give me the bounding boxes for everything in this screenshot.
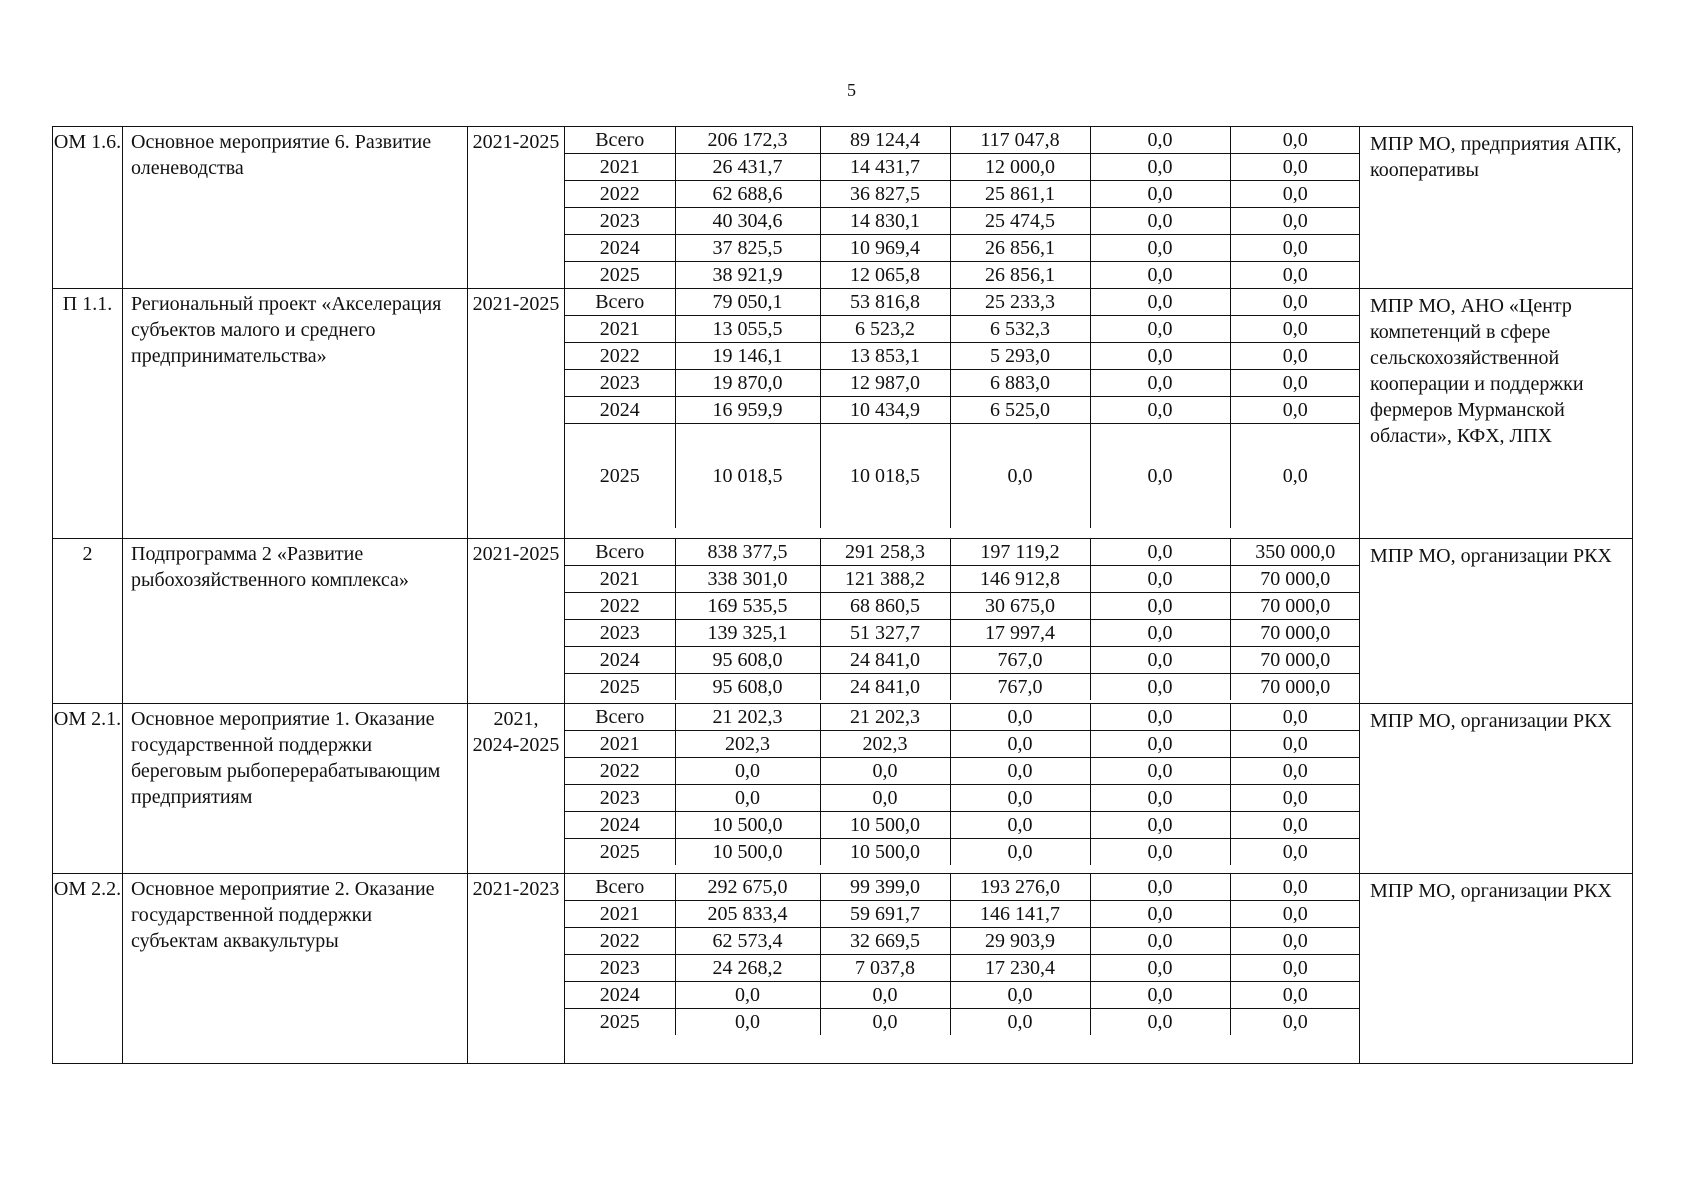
- year-label: Всего: [565, 127, 675, 154]
- amount-v2: 14 431,7: [820, 154, 950, 181]
- amount-v2: 12 987,0: [820, 370, 950, 397]
- year-row: [565, 316, 1360, 343]
- amount-v3: 767,0: [950, 647, 1090, 674]
- amount-v4: 0,0: [1090, 1009, 1230, 1036]
- amount-v2: 0,0: [820, 982, 950, 1009]
- amount-v5: 0,0: [1230, 928, 1360, 955]
- year-row: [565, 785, 1360, 812]
- year-label: 2025: [565, 424, 675, 529]
- amount-v1: 292 675,0: [675, 874, 820, 901]
- year-label: 2024: [565, 397, 675, 424]
- funding-breakdown: [565, 289, 1360, 528]
- amount-v3: 117 047,8: [950, 127, 1090, 154]
- amount-v1: 206 172,3: [675, 127, 820, 154]
- amount-v4: 0,0: [1090, 874, 1230, 901]
- amount-v4: 0,0: [1090, 539, 1230, 566]
- year-row: [565, 397, 1360, 424]
- row-name: Основное мероприятие 1. Оказание государственной поддержки береговым рыбоперерабатывающим предприятиям: [123, 704, 468, 874]
- amount-v2: 36 827,5: [820, 181, 950, 208]
- row-code: ОМ 2.1.: [53, 704, 123, 874]
- funding-breakdown: [565, 704, 1360, 865]
- year-row: [565, 566, 1360, 593]
- row-code: 2: [53, 539, 123, 704]
- year-label: 2021: [565, 731, 675, 758]
- amount-v3: 25 474,5: [950, 208, 1090, 235]
- amount-v3: 0,0: [950, 839, 1090, 866]
- year-row: [565, 901, 1360, 928]
- amount-v2: 59 691,7: [820, 901, 950, 928]
- amount-v3: 0,0: [950, 1009, 1090, 1036]
- amount-v4: 0,0: [1090, 593, 1230, 620]
- year-row: [565, 127, 1360, 154]
- year-label: 2023: [565, 955, 675, 982]
- funding-cell: [565, 539, 1360, 704]
- year-row: [565, 262, 1360, 289]
- amount-v2: 14 830,1: [820, 208, 950, 235]
- year-label: 2022: [565, 928, 675, 955]
- amount-v5: 0,0: [1282, 1011, 1308, 1033]
- year-row: [565, 1009, 1360, 1036]
- amount-v4: 0,0: [1090, 397, 1230, 424]
- amount-v3: 0,0: [950, 758, 1090, 785]
- amount-v3: 26 856,1: [950, 235, 1090, 262]
- row-code: ОМ 1.6.: [53, 127, 123, 289]
- amount-v4: 0,0: [1090, 370, 1230, 397]
- amount-v4: 0,0: [1090, 424, 1230, 529]
- amount-v5: 0,0: [1230, 208, 1360, 235]
- amount-v1: 205 833,4: [675, 901, 820, 928]
- row-executor: МПР МО, организации РКХ: [1360, 874, 1633, 1064]
- amount-v2: 24 841,0: [820, 674, 950, 701]
- amount-v2: 32 669,5: [820, 928, 950, 955]
- amount-v1: 0,0: [675, 758, 820, 785]
- amount-v3: 12 000,0: [950, 154, 1090, 181]
- amount-v2: 13 853,1: [820, 343, 950, 370]
- year-label: 2023: [565, 208, 675, 235]
- amount-v4: 0,0: [1090, 812, 1230, 839]
- year-row: [565, 982, 1360, 1009]
- amount-v1: 19 870,0: [675, 370, 820, 397]
- amount-v4: 0,0: [1090, 928, 1230, 955]
- page-number: 5: [847, 80, 856, 100]
- amount-v3: 0,0: [950, 785, 1090, 812]
- year-row: [565, 955, 1360, 982]
- amount-v2: 202,3: [820, 731, 950, 758]
- amount-v1: 10 500,0: [675, 839, 820, 866]
- year-label: 2024: [565, 647, 675, 674]
- amount-v1: 13 055,5: [675, 316, 820, 343]
- amount-v4: 0,0: [1090, 674, 1230, 701]
- amount-v5: 0,0: [1230, 127, 1360, 154]
- amount-v5: 0,0: [1230, 370, 1360, 397]
- row-name: Основное мероприятие 6. Развитие оленеводства: [123, 127, 468, 289]
- amount-v5: 70 000,0: [1230, 647, 1360, 674]
- year-row: [565, 235, 1360, 262]
- year-label: Всего: [565, 704, 675, 731]
- amount-v3: 6 525,0: [950, 397, 1090, 424]
- amount-v1: 79 050,1: [675, 289, 820, 316]
- amount-v2: 291 258,3: [820, 539, 950, 566]
- amount-v5: 0,0: [1230, 955, 1360, 982]
- table-row: [53, 127, 1633, 289]
- amount-v2: 10 434,9: [820, 397, 950, 424]
- amount-v1: 338 301,0: [675, 566, 820, 593]
- amount-v3: 25 233,3: [950, 289, 1090, 316]
- amount-v3: 767,0: [950, 674, 1090, 701]
- amount-v3: 30 675,0: [950, 593, 1090, 620]
- amount-v1: 10 500,0: [675, 812, 820, 839]
- amount-v4: 0,0: [1090, 955, 1230, 982]
- amount-v5: 0,0: [1282, 841, 1308, 863]
- year-label: 2023: [565, 785, 675, 812]
- funding-breakdown: [565, 874, 1360, 1035]
- amount-v5: 0,0: [1230, 704, 1360, 731]
- amount-v2: 0,0: [820, 1009, 950, 1036]
- year-row: [565, 874, 1360, 901]
- amount-v3: 197 119,2: [950, 539, 1090, 566]
- amount-v5: 70 000,0: [1230, 566, 1360, 593]
- amount-v5: 70 000,0: [1230, 620, 1360, 647]
- funding-cell: [565, 704, 1360, 874]
- amount-v5: 350 000,0: [1230, 539, 1360, 566]
- amount-v2: 10 500,0: [820, 812, 950, 839]
- year-label: Всего: [565, 289, 675, 316]
- amount-v2: 10 969,4: [820, 235, 950, 262]
- year-label: 2025: [565, 839, 675, 866]
- amount-v1: 95 608,0: [675, 674, 820, 701]
- funding-cell: [565, 289, 1360, 539]
- year-label: 2021: [565, 154, 675, 181]
- row-period: 2021-2025: [468, 289, 565, 539]
- row-executor: МПР МО, организации РКХ: [1360, 704, 1633, 874]
- table-row: [53, 704, 1633, 874]
- amount-v3: 0,0: [950, 731, 1090, 758]
- amount-v3: 0,0: [950, 424, 1090, 529]
- amount-v1: 0,0: [675, 982, 820, 1009]
- amount-v4: 0,0: [1090, 127, 1230, 154]
- amount-v5: 0,0: [1230, 901, 1360, 928]
- year-label: Всего: [565, 874, 675, 901]
- amount-v1: 169 535,5: [675, 593, 820, 620]
- amount-v2: 7 037,8: [820, 955, 950, 982]
- year-row: [565, 647, 1360, 674]
- year-label: 2022: [565, 181, 675, 208]
- year-label: 2022: [565, 758, 675, 785]
- amount-v3: 17 230,4: [950, 955, 1090, 982]
- amount-v1: 40 304,6: [675, 208, 820, 235]
- amount-v5: 70 000,0: [1260, 676, 1331, 698]
- year-row: [565, 343, 1360, 370]
- amount-v5: 0,0: [1230, 154, 1360, 181]
- budget-table: [52, 126, 1633, 1064]
- year-row: [565, 181, 1360, 208]
- amount-v4: 0,0: [1090, 647, 1230, 674]
- amount-v1: 38 921,9: [675, 262, 820, 289]
- year-label: 2024: [565, 812, 675, 839]
- amount-v2: 0,0: [820, 785, 950, 812]
- amount-v4: 0,0: [1090, 566, 1230, 593]
- amount-v4: 0,0: [1090, 316, 1230, 343]
- amount-v3: 0,0: [950, 982, 1090, 1009]
- amount-v4: 0,0: [1090, 343, 1230, 370]
- year-label: 2025: [565, 674, 675, 701]
- amount-v5: 0,0: [1230, 181, 1360, 208]
- table-row: [53, 289, 1633, 539]
- row-code: ОМ 2.2.: [53, 874, 123, 1064]
- amount-v1: 139 325,1: [675, 620, 820, 647]
- amount-v5: 0,0: [1230, 785, 1360, 812]
- funding-cell: [565, 127, 1360, 289]
- amount-v3: 26 856,1: [950, 262, 1090, 289]
- table-row: [53, 874, 1633, 1064]
- amount-v1: 26 431,7: [675, 154, 820, 181]
- row-executor: МПР МО, организации РКХ: [1360, 539, 1633, 704]
- amount-v2: 10 500,0: [820, 839, 950, 866]
- amount-v2: 0,0: [820, 758, 950, 785]
- year-row: [565, 289, 1360, 316]
- amount-v3: 0,0: [950, 704, 1090, 731]
- year-label: 2024: [565, 982, 675, 1009]
- amount-v1: 0,0: [675, 785, 820, 812]
- amount-v4: 0,0: [1090, 620, 1230, 647]
- amount-v1: 24 268,2: [675, 955, 820, 982]
- amount-v4: 0,0: [1090, 785, 1230, 812]
- row-name: Региональный проект «Акселерация субъектов малого и среднего предпринимательства»: [123, 289, 468, 539]
- row-period: 2021-2025: [468, 127, 565, 289]
- amount-v5: 0,0: [1282, 465, 1308, 487]
- amount-v4: 0,0: [1090, 154, 1230, 181]
- amount-v3: 146 141,7: [950, 901, 1090, 928]
- year-label: 2021: [565, 901, 675, 928]
- amount-v5: 0,0: [1230, 874, 1360, 901]
- amount-v3: 6 532,3: [950, 316, 1090, 343]
- year-label: 2024: [565, 235, 675, 262]
- year-label: 2023: [565, 620, 675, 647]
- amount-v2: 68 860,5: [820, 593, 950, 620]
- funding-breakdown: [565, 127, 1360, 288]
- amount-v5: 0,0: [1230, 235, 1360, 262]
- year-row: [565, 839, 1360, 866]
- amount-v5: 0,0: [1230, 812, 1360, 839]
- amount-v2: 51 327,7: [820, 620, 950, 647]
- amount-v5: 0,0: [1282, 264, 1308, 286]
- amount-v1: 62 688,6: [675, 181, 820, 208]
- year-row: [565, 593, 1360, 620]
- amount-v1: 19 146,1: [675, 343, 820, 370]
- amount-v1: 95 608,0: [675, 647, 820, 674]
- amount-v4: 0,0: [1090, 208, 1230, 235]
- year-row: [565, 620, 1360, 647]
- amount-v5: 0,0: [1230, 316, 1360, 343]
- row-period: 2021, 2024-2025: [468, 704, 565, 874]
- amount-v5: 0,0: [1230, 343, 1360, 370]
- year-row: [565, 208, 1360, 235]
- amount-v4: 0,0: [1090, 758, 1230, 785]
- row-executor: МПР МО, АНО «Центр компетенций в сфере сельскохозяйственной кооперации и поддержки фермеров Мурманской области», КФХ, ЛПХ: [1360, 289, 1633, 539]
- amount-v2: 10 018,5: [820, 424, 950, 529]
- amount-v5: 0,0: [1230, 758, 1360, 785]
- amount-v5: 0,0: [1230, 289, 1360, 316]
- amount-v1: 62 573,4: [675, 928, 820, 955]
- amount-v2: 6 523,2: [820, 316, 950, 343]
- amount-v4: 0,0: [1090, 181, 1230, 208]
- amount-v2: 53 816,8: [820, 289, 950, 316]
- amount-v5: 0,0: [1230, 982, 1360, 1009]
- year-row: [565, 539, 1360, 566]
- year-row: [565, 812, 1360, 839]
- amount-v1: 37 825,5: [675, 235, 820, 262]
- amount-v1: 10 018,5: [675, 424, 820, 529]
- amount-v3: 5 293,0: [950, 343, 1090, 370]
- amount-v1: 21 202,3: [675, 704, 820, 731]
- year-row: [565, 704, 1360, 731]
- row-executor: МПР МО, предприятия АПК, кооперативы: [1360, 127, 1633, 289]
- amount-v3: 29 903,9: [950, 928, 1090, 955]
- year-label: 2025: [565, 262, 675, 289]
- year-label: 2025: [565, 1009, 675, 1036]
- row-name: Подпрограмма 2 «Развитие рыбохозяйственного комплекса»: [123, 539, 468, 704]
- amount-v1: 16 959,9: [675, 397, 820, 424]
- amount-v3: 193 276,0: [950, 874, 1090, 901]
- row-code: П 1.1.: [53, 289, 123, 539]
- amount-v4: 0,0: [1090, 289, 1230, 316]
- funding-cell: [565, 874, 1360, 1064]
- amount-v3: 146 912,8: [950, 566, 1090, 593]
- amount-v4: 0,0: [1090, 262, 1230, 289]
- year-label: 2022: [565, 343, 675, 370]
- amount-v5: 70 000,0: [1230, 593, 1360, 620]
- year-label: 2021: [565, 316, 675, 343]
- year-row: [565, 928, 1360, 955]
- amount-v2: 89 124,4: [820, 127, 950, 154]
- year-label: 2021: [565, 566, 675, 593]
- amount-v4: 0,0: [1090, 731, 1230, 758]
- year-row: [565, 424, 1360, 529]
- funding-breakdown: [565, 539, 1360, 700]
- amount-v2: 121 388,2: [820, 566, 950, 593]
- amount-v2: 12 065,8: [820, 262, 950, 289]
- amount-v4: 0,0: [1090, 982, 1230, 1009]
- amount-v1: 838 377,5: [675, 539, 820, 566]
- row-period: 2021-2025: [468, 539, 565, 704]
- amount-v3: 0,0: [950, 812, 1090, 839]
- year-label: 2022: [565, 593, 675, 620]
- amount-v3: 6 883,0: [950, 370, 1090, 397]
- amount-v4: 0,0: [1090, 901, 1230, 928]
- year-label: 2023: [565, 370, 675, 397]
- row-period: 2021-2023: [468, 874, 565, 1064]
- year-row: [565, 731, 1360, 758]
- amount-v2: 21 202,3: [820, 704, 950, 731]
- amount-v4: 0,0: [1090, 839, 1230, 866]
- amount-v3: 25 861,1: [950, 181, 1090, 208]
- year-row: [565, 370, 1360, 397]
- amount-v3: 17 997,4: [950, 620, 1090, 647]
- row-name: Основное мероприятие 2. Оказание государственной поддержки субъектам аквакультуры: [123, 874, 468, 1064]
- amount-v1: 202,3: [675, 731, 820, 758]
- table-row: [53, 539, 1633, 704]
- year-row: [565, 674, 1360, 701]
- amount-v2: 24 841,0: [820, 647, 950, 674]
- amount-v5: 0,0: [1230, 397, 1360, 424]
- amount-v4: 0,0: [1090, 704, 1230, 731]
- amount-v5: 0,0: [1230, 731, 1360, 758]
- year-label: Всего: [565, 539, 675, 566]
- amount-v1: 0,0: [675, 1009, 820, 1036]
- year-row: [565, 758, 1360, 785]
- year-row: [565, 154, 1360, 181]
- amount-v2: 99 399,0: [820, 874, 950, 901]
- amount-v4: 0,0: [1090, 235, 1230, 262]
